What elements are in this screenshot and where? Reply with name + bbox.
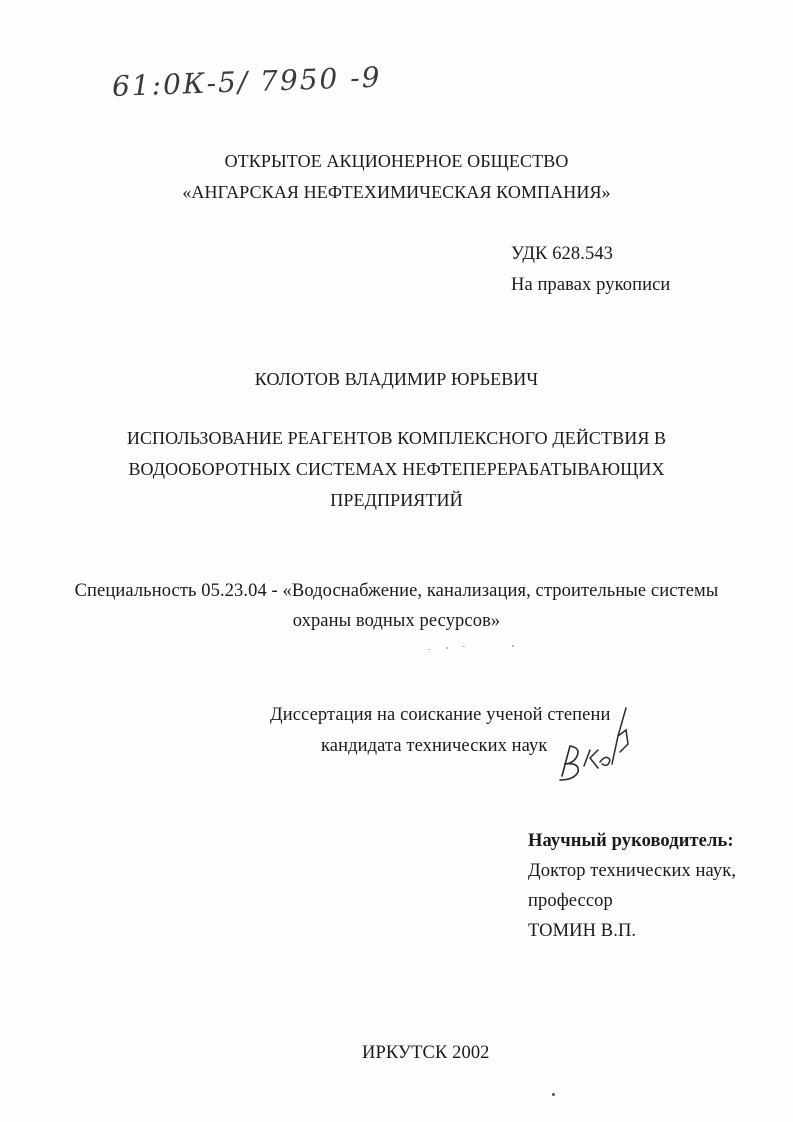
- scan-artifact: [512, 645, 514, 647]
- signature-icon: [548, 700, 638, 790]
- author-name: КОЛОТОВ ВЛАДИМИР ЮРЬЕВИЧ: [254, 369, 539, 389]
- supervisor-degree: Доктор технических наук,: [528, 861, 737, 881]
- dissertation-line-1: Диссертация на соискание ученой степени: [270, 705, 611, 725]
- scan-artifact: [462, 646, 465, 647]
- supervisor-name: ТОМИН В.П.: [528, 921, 637, 941]
- scan-artifact: [446, 647, 448, 649]
- scan-artifact: [552, 1093, 555, 1096]
- supervisor-heading: Научный руководитель:: [528, 831, 734, 851]
- title-line-3: ПРЕДПРИЯТИЙ: [330, 490, 463, 510]
- manuscript-rights: На правах рукописи: [511, 275, 671, 295]
- archive-code: 61:0К-5/ 7950 -9: [111, 60, 383, 103]
- organization-line-2: «АНГАРСКАЯ НЕФТЕХИМИЧЕСКАЯ КОМПАНИЯ»: [182, 182, 611, 202]
- udc-code: УДК 628.543: [511, 244, 614, 264]
- organization-line-1: ОТКРЫТОЕ АКЦИОНЕРНОЕ ОБЩЕСТВО: [224, 151, 569, 171]
- specialty-line-2: охраны водных ресурсов»: [292, 611, 501, 631]
- specialty-line-1: Специальность 05.23.04 - «Водоснабжение, канализация, строительные системы: [74, 581, 719, 601]
- supervisor-rank: профессор: [528, 891, 613, 911]
- scan-artifact: [428, 649, 430, 650]
- title-line-2: ВОДООБОРОТНЫХ СИСТЕМАХ НЕФТЕПЕРЕРАБАТЫВАЮЩИХ: [128, 459, 665, 479]
- city-year: ИРКУТСК 2002: [362, 1043, 490, 1063]
- dissertation-line-2: кандидата технических наук: [321, 736, 548, 756]
- title-line-1: ИСПОЛЬЗОВАНИЕ РЕАГЕНТОВ КОМПЛЕКСНОГО ДЕЙСТВИЯ В: [126, 428, 667, 448]
